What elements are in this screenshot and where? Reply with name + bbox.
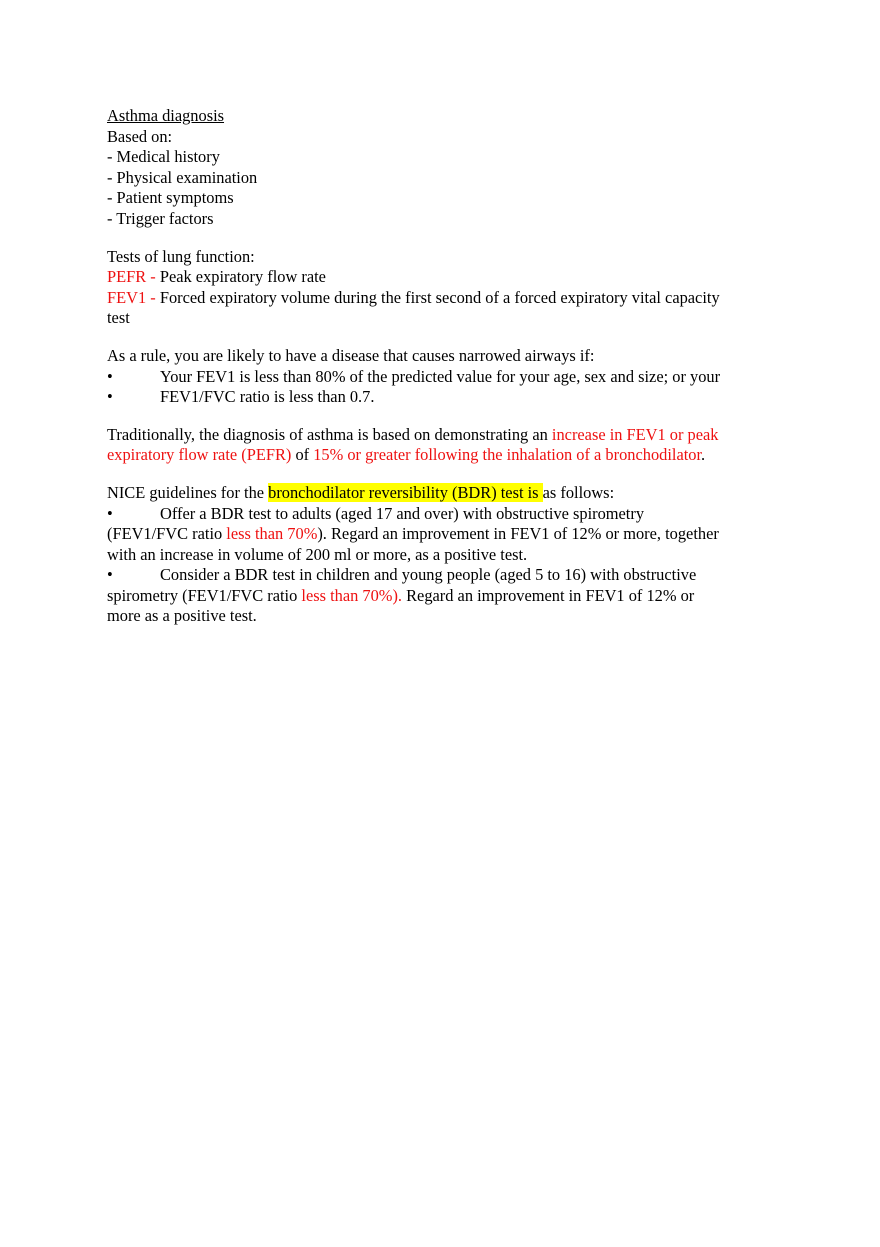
traditional-red-text: 15% or greater following the inhalation of a bronchodilator: [313, 445, 702, 465]
document-page: [107, 106, 787, 627]
bullet-mark: •: [107, 366, 113, 386]
traditional-text: Traditionally, the diagnosis of asthma is based on demonstrating an: [107, 424, 552, 444]
fev1-desc: Forced expiratory volume during the first second of a forced expiratory vital capacity: [159, 287, 720, 307]
traditional-text: .: [701, 445, 706, 465]
document-title: Asthma diagnosis: [107, 106, 225, 125]
nice-bullet-cont: [107, 586, 787, 607]
traditional-red-text: expiratory flow rate (PEFR): [107, 445, 292, 465]
nice-red-text: less than 70%).: [301, 585, 403, 605]
fev1-abbr: FEV1 -: [107, 287, 160, 307]
nice-red-text: less than 70%: [226, 524, 318, 544]
bullet-text: Consider a BDR test in children and young people (aged 5 to 16) with obstructive: [160, 565, 697, 585]
nice-bullet: [107, 504, 787, 525]
nice-text: Regard an improvement in FEV1 of 12% or: [402, 585, 695, 605]
bullet-mark: •: [107, 387, 113, 407]
rule-bullet: [107, 367, 787, 388]
rule-intro: As a rule, you are likely to have a disease that causes narrowed airways if:: [107, 345, 595, 365]
traditional-line-2: [107, 445, 787, 466]
fev1-desc-cont: test: [107, 308, 130, 328]
pefr-desc: Peak expiratory flow rate: [159, 267, 326, 287]
nice-bullet: [107, 565, 787, 586]
based-on-item: - Physical examination: [107, 167, 258, 187]
bullet-mark: •: [107, 565, 113, 585]
nice-bullet-cont: more as a positive test.: [107, 606, 257, 626]
nice-highlight: bronchodilator reversibility (BDR) test is: [268, 482, 543, 502]
traditional-red-text: increase in FEV1 or peak: [551, 424, 719, 444]
nice-text: NICE guidelines for the: [107, 482, 269, 502]
rule-bullet: [107, 387, 787, 408]
nice-text: spirometry (FEV1/FVC ratio: [107, 585, 302, 605]
nice-intro: [107, 483, 787, 504]
based-on-item: - Patient symptoms: [107, 188, 234, 208]
based-on-item: - Trigger factors: [107, 208, 214, 228]
nice-text: (FEV1/FVC ratio: [107, 524, 227, 544]
bullet-text: FEV1/FVC ratio is less than 0.7.: [160, 387, 375, 407]
nice-text: ). Regard an improvement in FEV1 of 12% or more, together: [317, 524, 719, 544]
bullet-text: Your FEV1 is less than 80% of the predicted value for your age, sex and size; or your: [160, 366, 721, 386]
nice-bullet-cont: [107, 524, 787, 545]
pefr-definition: [107, 267, 787, 288]
nice-bullet-cont: with an increase in volume of 200 ml or more, as a positive test.: [107, 544, 528, 564]
traditional-text: of: [291, 445, 314, 465]
traditional-line-1: [107, 425, 787, 446]
bullet-text: Offer a BDR test to adults (aged 17 and over) with obstructive spirometry: [160, 503, 645, 523]
pefr-abbr: PEFR -: [107, 267, 160, 287]
tests-heading: Tests of lung function:: [107, 246, 255, 266]
based-on-item: - Medical history: [107, 147, 220, 167]
nice-text: as follows:: [542, 482, 615, 502]
based-on-heading: Based on:: [107, 126, 173, 146]
bullet-mark: •: [107, 503, 113, 523]
fev1-definition: [107, 288, 787, 309]
